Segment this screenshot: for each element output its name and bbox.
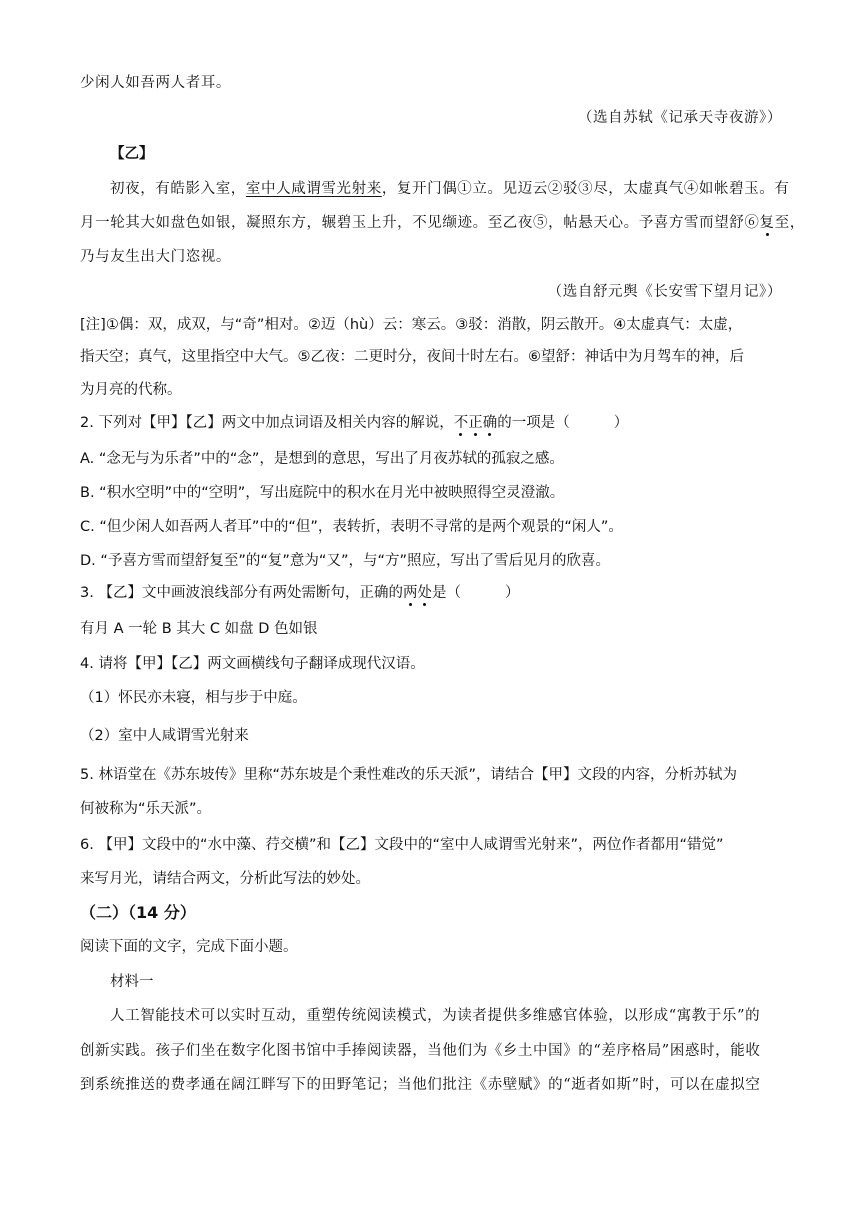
q2-dotted-3: 确 — [482, 415, 498, 431]
passage-yi-line-1a: 初夜，有皓影入室， — [110, 181, 246, 197]
q3-stem-a: 3. 【乙】文中画波浪线部分有两处需断句，正确的 — [80, 585, 403, 601]
passage-yi-line-2 — [80, 212, 805, 234]
q2-option-b: B. “积水空明”中的“空明”，写出庭院中的积水在月光中被映照得空灵澄澈。 — [80, 485, 565, 501]
passage-yi-line-3: 乃与友生出大门恣视。 — [80, 249, 231, 265]
q2-option-d: D. “予喜方雪而望舒复至”的“复”意为“又”，与“方”照应，写出了雪后见月的欣喜。 — [80, 553, 610, 569]
material-1-line-3: 到系统推送的费孝通在阔江畔写下的田野笔记；当他们批注《赤壁赋》的“逝者如斯”时，可以在虚拟空 — [80, 1077, 761, 1093]
underlined-sentence: 室中人咸谓雪光射来 — [245, 181, 382, 197]
passage-yi-source: （选自舒元舆《长安雪下望月记》） — [547, 284, 782, 300]
q2-stem-a: 2. 下列对【甲】【乙】两文中加点词语及相关内容的解说， — [80, 415, 454, 431]
q2-stem-c: ） — [613, 415, 629, 431]
q4-sentence-2: （2）室中人咸谓雪光射来 — [80, 728, 249, 744]
passage-yi-line-2b: 至， — [774, 215, 805, 231]
dotted-char-fu: 复 — [759, 215, 775, 231]
q2-dotted-1: 不 — [453, 415, 469, 431]
passage-jia-tail: 少闲人如吾两人者耳。 — [80, 75, 231, 91]
question-6-line-2: 来写月光，请结合两文，分析此写法的妙处。 — [80, 871, 370, 887]
question-2-stem — [80, 412, 790, 434]
question-5-line-2: 何被称为“乐天派”。 — [80, 801, 212, 817]
q2-dotted-2: 正 — [468, 415, 483, 431]
question-6-line-1: 6. 【甲】文段中的“水中藻、荇交横”和【乙】文段中的“室中人咸谓雪光射来”，两位作者都用“错觉” — [80, 837, 724, 853]
question-5-line-1: 5. 林语堂在《苏东坡传》里称“苏东坡是个秉性难改的乐天派”，请结合【甲】文段的内容，分析苏轼为 — [80, 767, 737, 783]
material-1-label: 材料一 — [110, 974, 154, 990]
notes-line-3: 为月亮的代称。 — [80, 382, 182, 398]
q2-stem-b: 的一项是（ — [497, 415, 570, 431]
question-3-stem — [80, 582, 790, 604]
section-2-heading: （二）（14 分） — [80, 903, 196, 922]
passage-yi-line-1 — [110, 178, 820, 200]
q3-stem-c: ） — [504, 585, 520, 601]
notes-line-2: 指天空；真气，这里指空中大气。⑤乙夜：二更时分，夜间十时左右。⑥望舒：神话中为月驾车的神，后 — [80, 349, 744, 365]
question-4-stem: 4. 请将【甲】【乙】两文画横线句子翻译成现代汉语。 — [80, 656, 425, 672]
q4-sentence-1: （1）怀民亦未寝，相与步于中庭。 — [80, 690, 307, 706]
material-1-line-1: 人工智能技术可以实时互动，重塑传统阅读模式，为读者提供多维感官体验，以形成“寓教于乐”的 — [110, 1008, 761, 1024]
q3-dotted-2: 处 — [417, 585, 432, 601]
passage-yi-line-1b: ，复开门偶①立。见迈云②驳③尽，太虚真气④如帐碧玉。有 — [381, 181, 790, 197]
section-2-intro: 阅读下面的文字，完成下面小题。 — [80, 939, 298, 955]
notes-line-1: [注]①偶：双，成双，与“奇”相对。②迈（hù）云：寒云。③驳：消散，阴云散开。④太虚真气：太虚， — [80, 317, 743, 333]
passage-yi-line-2a: 月一轮其大如盘色如银，凝照东方，辗碧玉上升，不见缬迹。至乙夜⑤，帖悬天心。予喜方雪而望舒⑥ — [80, 215, 760, 231]
q2-option-c: C. “但少闲人如吾两人者耳”中的“但”，表转折，表明不寻常的是两个观景的“闲人”。 — [80, 519, 623, 535]
q2-option-a: A. “念无与为乐者”中的“念”，是想到的意思，写出了月夜苏轼的孤寂之感。 — [80, 451, 564, 467]
q3-dotted-1: 两 — [402, 585, 418, 601]
q3-sentence: 有月 A 一轮 B 其大 C 如盘 D 色如银 — [80, 621, 318, 637]
passage-jia-source: （选自苏轼《记承天寺夜游》） — [577, 110, 782, 126]
passage-yi-label: 【乙】 — [110, 146, 154, 162]
material-1-line-2: 创新实践。孩子们坐在数字化图书馆中手捧阅读器，当他们为《乡土中国》的“差序格局”困惑时，能收 — [80, 1043, 761, 1059]
q3-stem-b: 是（ — [431, 585, 461, 601]
